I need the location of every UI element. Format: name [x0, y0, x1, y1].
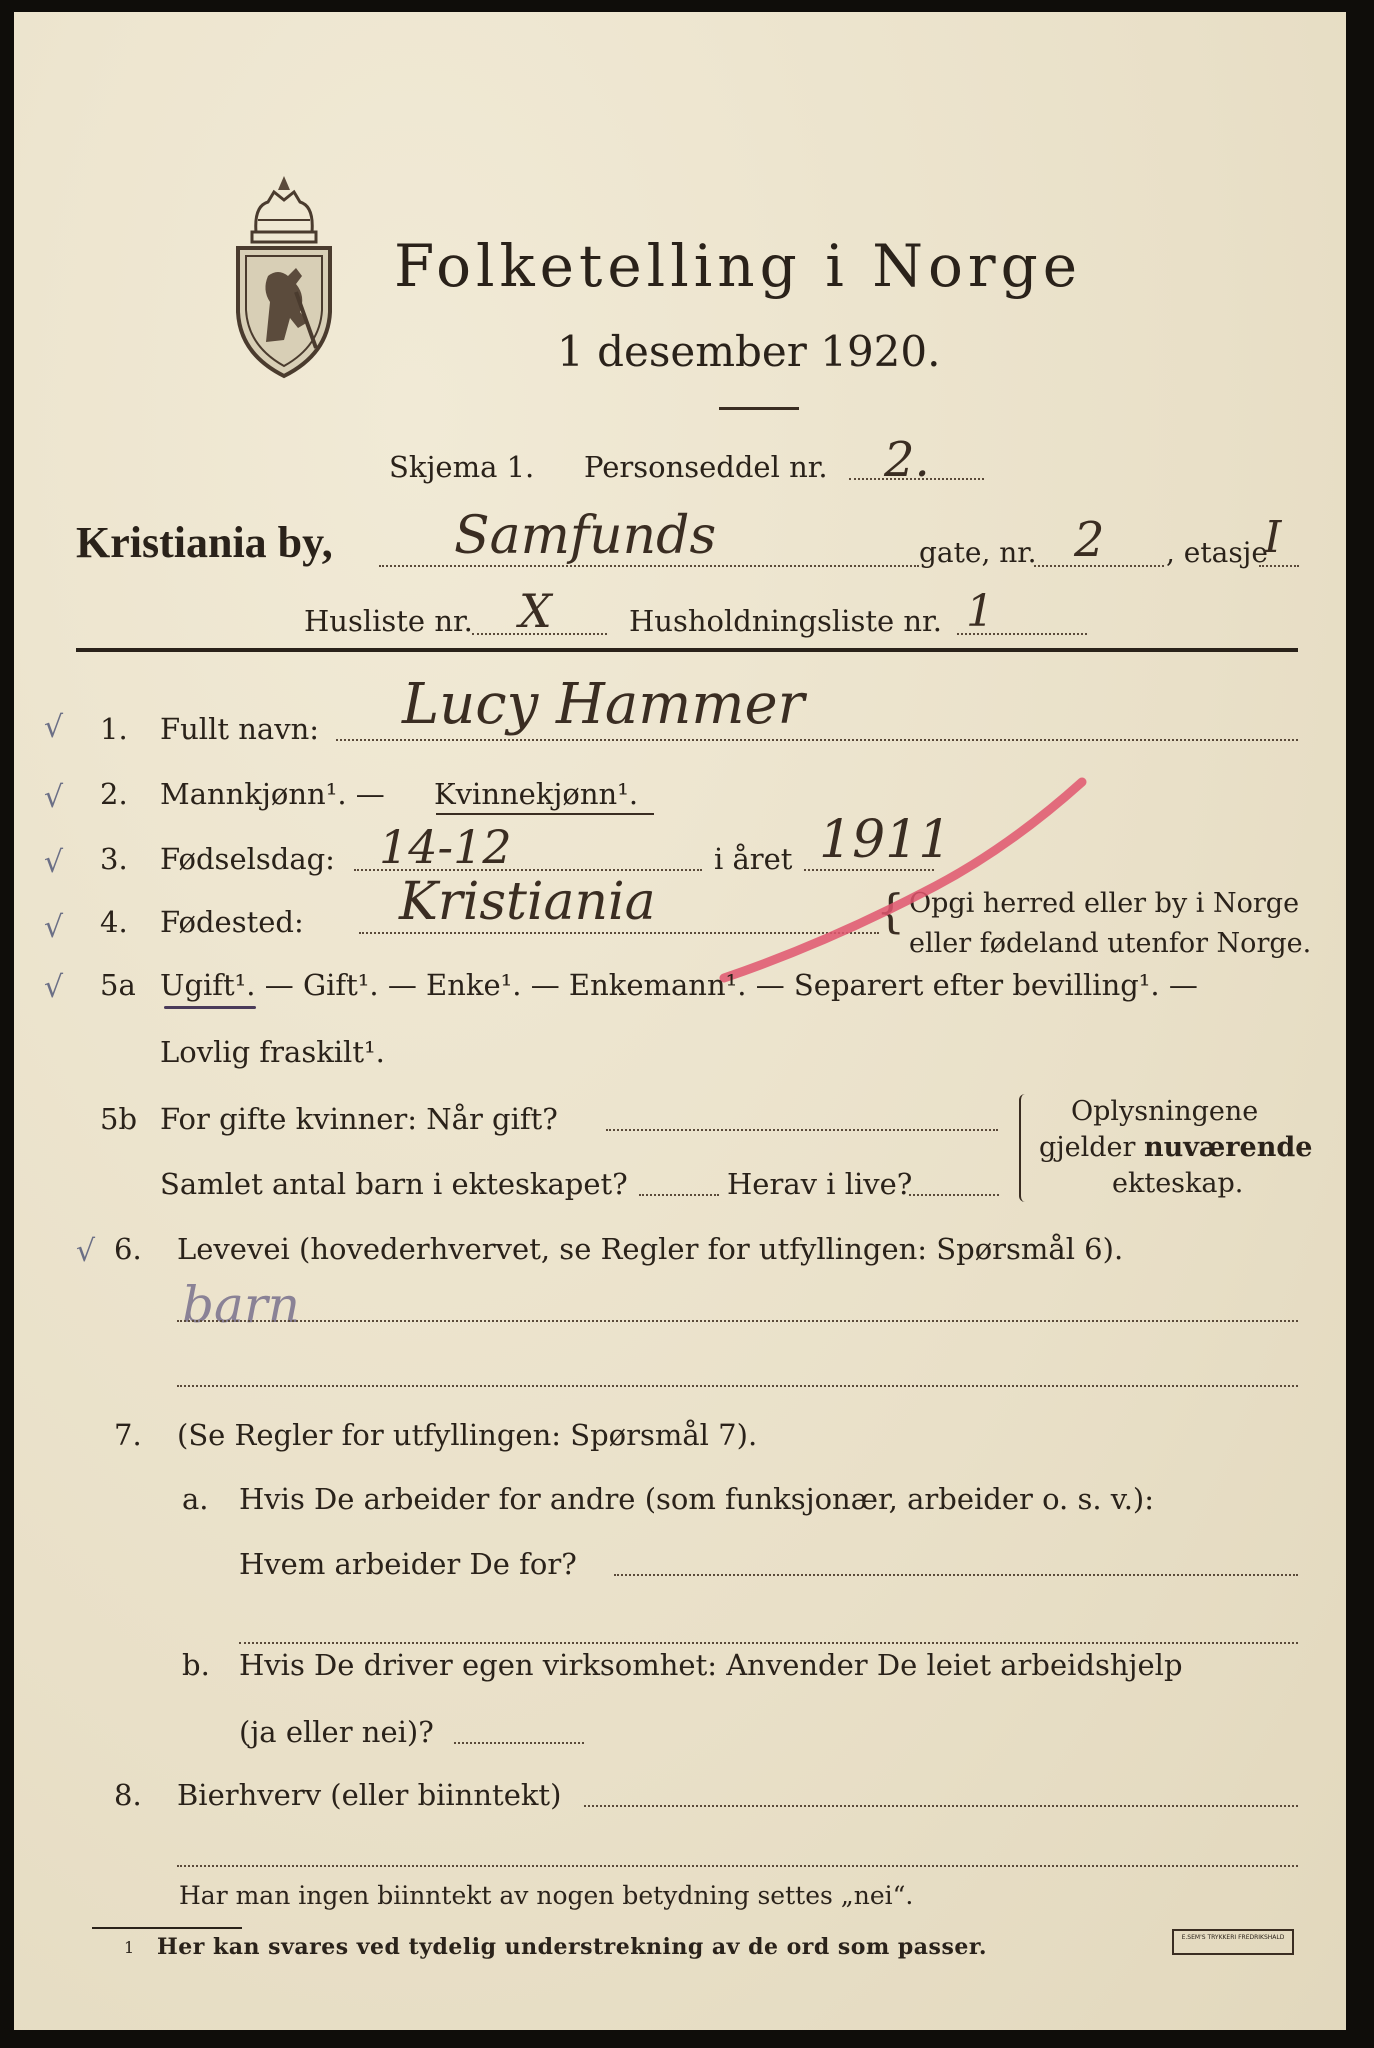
- q7a-letter: a.: [182, 1482, 209, 1516]
- q6-line-1: [177, 1320, 1298, 1322]
- house-list-value[interactable]: X: [519, 584, 552, 638]
- check-mark-q1: √: [44, 710, 64, 745]
- q5b-children-line: [639, 1194, 719, 1196]
- q3-number: 3.: [100, 842, 128, 876]
- check-mark-q2: √: [44, 780, 64, 815]
- q5b-married-line: [606, 1129, 998, 1131]
- q7b-label: Hvis De driver egen virksomhet: Anvender De leiet arbeidshjelp: [239, 1648, 1183, 1682]
- person-slip-label: Personseddel nr.: [584, 450, 828, 484]
- city-label: Kristiania by,: [76, 518, 333, 567]
- q5a-label-line2: Lovlig fraskilt¹.: [160, 1035, 385, 1069]
- q5b-note-line2-bold: nuværende: [1144, 1132, 1313, 1163]
- q5b-note-bracket: [1019, 1094, 1027, 1202]
- q4-note-brace: {: [876, 884, 906, 938]
- q5b-note-line3: ekteskap.: [1112, 1168, 1244, 1199]
- red-pencil-strike: [704, 772, 1104, 992]
- house-list-label: Husliste nr.: [304, 604, 473, 638]
- q6-line-2: [177, 1385, 1298, 1387]
- q2-label-male: Mannkjønn¹. —: [160, 777, 385, 811]
- title-divider: [719, 407, 799, 410]
- street-suffix-label: gate, nr.: [919, 536, 1037, 569]
- printer-mark: E.SEM'S TRYKKERI FREDRIKSHALD: [1172, 1929, 1294, 1955]
- q7b-label-line2: (ja eller nei)?: [239, 1715, 434, 1749]
- check-mark-q4: √: [44, 910, 64, 945]
- q2-number: 2.: [100, 777, 128, 811]
- street-value[interactable]: Samfunds: [454, 506, 717, 566]
- q8-line-1: [584, 1805, 1298, 1807]
- form-title: Folketelling i Norge: [394, 232, 1083, 300]
- q5a-unmarried-underline: [164, 1006, 256, 1009]
- q4-label: Fødested:: [160, 905, 304, 939]
- q1-number: 1.: [100, 712, 128, 746]
- household-list-value[interactable]: 1: [966, 586, 994, 637]
- q5b-number: 5b: [100, 1102, 138, 1136]
- number-value[interactable]: 2: [1074, 512, 1105, 568]
- q6-label: Levevei (hovederhvervet, se Regler for utfyllingen: Spørsmål 6).: [177, 1232, 1124, 1266]
- q5b-alive-label: Herav i live?: [727, 1167, 913, 1201]
- birth-year-value[interactable]: 1911: [819, 810, 952, 870]
- q7a-line-1: [614, 1574, 1298, 1576]
- q1-line: [336, 739, 1298, 741]
- q5b-note-line2-text: gjelder: [1039, 1132, 1145, 1163]
- check-mark-q3: √: [44, 845, 64, 880]
- q7b-letter: b.: [182, 1648, 210, 1682]
- full-name-value[interactable]: Lucy Hammer: [402, 672, 805, 737]
- floor-label: , etasje: [1166, 536, 1268, 569]
- person-slip-value[interactable]: 2.: [884, 432, 930, 488]
- q5b-label: For gifte kvinner: Når gift?: [160, 1102, 558, 1136]
- check-mark-q5a: √: [44, 970, 64, 1005]
- q4-note-line1: Opgi herred eller by i Norge: [909, 888, 1300, 919]
- check-mark-q6: √: [76, 1234, 96, 1269]
- floor-line: [1259, 565, 1299, 567]
- q2-label-female: Kvinnekjønn¹.: [434, 777, 639, 811]
- form-date: 1 desember 1920.: [557, 327, 941, 376]
- q8-label: Bierhverv (eller biinntekt): [177, 1778, 562, 1812]
- q5b-note-line1: Oplysningene: [1071, 1096, 1259, 1127]
- q7b-line: [454, 1742, 584, 1744]
- occupation-value[interactable]: barn: [182, 1276, 300, 1334]
- q5a-number: 5a: [100, 968, 136, 1002]
- q3-year-label: i året: [714, 842, 793, 876]
- q5b-note-line2: [1039, 1132, 1312, 1163]
- footnote-marker: 1: [124, 1938, 135, 1957]
- section-rule: [76, 648, 1298, 652]
- q8-line-2: [177, 1865, 1298, 1867]
- q7a-who-label: Hvem arbeider De for?: [239, 1547, 577, 1581]
- birth-date-value[interactable]: 14-12: [379, 820, 512, 874]
- coat-of-arms-emblem: [224, 172, 344, 382]
- q7a-line-2: [239, 1642, 1298, 1644]
- census-form: [14, 12, 1346, 2030]
- q8-note: Har man ingen biinntekt av nogen betydning settes „nei“.: [179, 1881, 914, 1910]
- q5a-label: Ugift¹. — Gift¹. — Enke¹. — Enkemann¹. — Separert efter bevilling¹. —: [160, 968, 1198, 1002]
- q2-female-underline: [436, 813, 654, 815]
- floor-value[interactable]: I: [1264, 512, 1282, 563]
- q7a-label: Hvis De arbeider for andre (som funksjonær, arbeider o. s. v.):: [239, 1482, 1155, 1516]
- q5b-alive-line: [909, 1194, 999, 1196]
- q5b-children-label: Samlet antal barn i ekteskapet?: [160, 1167, 628, 1201]
- q6-number: 6.: [114, 1232, 142, 1266]
- household-list-label: Husholdningsliste nr.: [629, 604, 942, 638]
- q1-label: Fullt navn:: [160, 712, 320, 746]
- q7-label: (Se Regler for utfyllingen: Spørsmål 7).: [177, 1418, 758, 1452]
- birth-place-value[interactable]: Kristiania: [399, 872, 656, 932]
- footnote-rule: [92, 1927, 242, 1929]
- q8-number: 8.: [114, 1778, 142, 1812]
- q3-label: Fødselsdag:: [160, 842, 335, 876]
- q7-number: 7.: [114, 1418, 142, 1452]
- q4-number: 4.: [100, 905, 128, 939]
- footnote-text: Her kan svares ved tydelig understrekning av de ord som passer.: [157, 1934, 988, 1960]
- q4-note-line2: eller fødeland utenfor Norge.: [909, 928, 1312, 959]
- schema-label: Skjema 1.: [389, 450, 535, 484]
